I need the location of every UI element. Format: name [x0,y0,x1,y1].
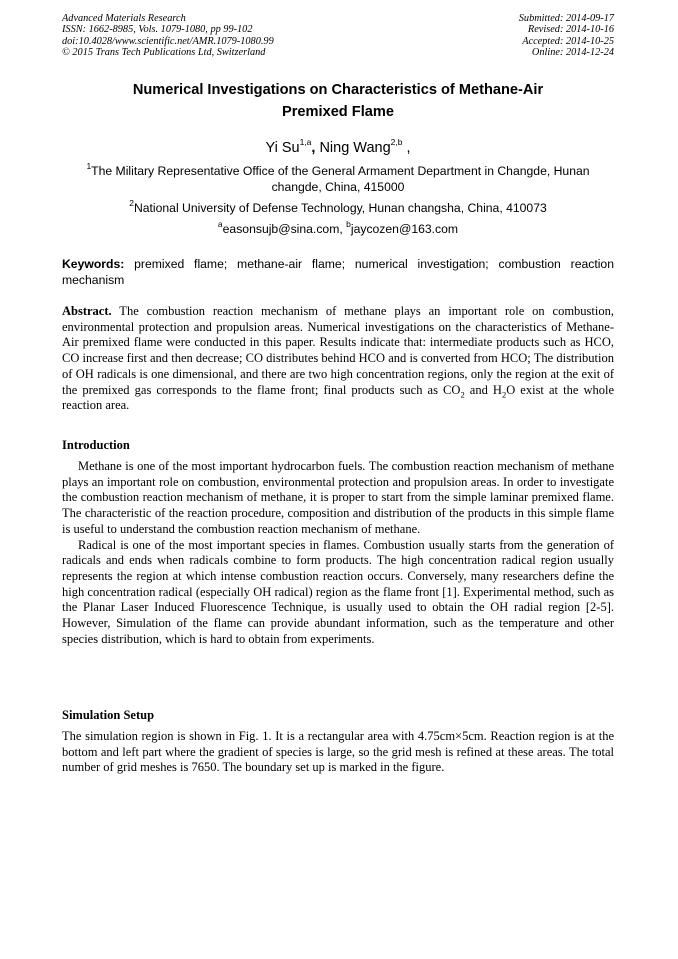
author-separator: , [311,140,320,156]
copyright-line: © 2015 Trans Tech Publications Ltd, Switzerland [62,46,266,58]
author-list-tail: , [402,140,411,156]
accepted-date: Accepted: 2014-10-25 [522,35,614,47]
abstract-text: O exist at the whole reaction area. [62,382,615,413]
email-address[interactable]: jaycozen@163.com [350,222,459,236]
simulation-setup-body [62,729,614,776]
subscript: 2 [460,389,465,400]
affiliation-2 [62,197,614,216]
author-affiliation-marker: 2,b [390,137,403,148]
author-list [62,139,614,157]
introduction-body [62,459,614,647]
email-address[interactable]: easonsujb@sina.com, [222,222,347,236]
journal-info-header [62,13,274,58]
author-name: Yi Su [265,140,300,156]
abstract-block [62,304,614,414]
submitted-date: Submitted: 2014-09-17 [518,13,614,24]
revised-date: Revised: 2014-10-16 [527,24,614,36]
issn-line: ISSN: 1662-8985, Vols. 1079-1080, pp 99-102 [62,24,253,36]
affiliation-1 [62,160,614,195]
affiliation-text: The Military Representative Office of the General Armament Department in Changde, Hunan changde, China, 415000 [91,164,590,194]
affiliation-text: National University of Defense Technology, Hunan changsha, China, 410073 [133,201,547,215]
email-marker: b [346,218,351,229]
doi-line: doi:10.4028/www.scientific.net/AMR.1079-1080.99 [62,35,274,47]
title-line-2: Premixed Flame [282,104,394,120]
title-line-1: Numerical Investigations on Characteristics of Methane-Air [132,82,544,98]
paragraph: Radical is one of the most important species in flames. Combustion usually starts from the generation of radicals and ends when radicals combine to form products. The high concentration radical region usually represents the region at which intense combustion reaction occurs. Conversely, many researchers define the high concentration radical (especially OH radical) region as the flame front [1]. Experimental method, such as the Planar Laser Induced Fluorescence Technique, is usually used to obtain the OH radial region [2-5]. However, Simulation of the flame can provide abundant information, such as the temperature and other species distribution, which is hard to obtain from experiments. [62,537,614,646]
abstract-text: and H [464,382,502,397]
affiliation-marker: 2 [129,197,134,208]
author-emails [62,218,614,237]
keywords-text: premixed flame; methane-air flame; numerical investigation; combustion reaction mechanism [62,257,614,287]
author-affiliation-marker: 1,a [299,137,312,148]
email-marker: a [217,218,223,229]
introduction-heading: Introduction [62,438,130,452]
author-name: Ning Wang [319,140,391,156]
abstract-text: The combustion reaction mechanism of methane plays an important role on combustion, environmental protection and propulsion areas. Numerical investigations on the characteristics of Methane-Air premixed flame were conducted in this paper. Results indicate that: intermediate products such as HCO, CO increase first and then decrease; CO distributes behind HCO and is converted from HCO; The distribution of OH radicals is one dimensional, and there are two high concentration regions, only the region at the exit of the premixed gas corresponds to the flame front; final products such as CO [62,304,614,397]
dates-header [519,13,614,58]
journal-name: Advanced Materials Research [62,13,186,24]
paper-title [62,79,614,123]
online-date: Online: 2014-12-24 [531,46,614,58]
paragraph: Methane is one of the most important hydrocarbon fuels. The combustion reaction mechanism of methane plays an important role on combustion, environmental protection and propulsion areas. In order to investigate the combustion reaction mechanism of methane, it is proper to start from the simple laminar premixed flame. The characteristic of the reaction procedure, composition and distribution of the products in this simple flame is useful to understand the combustion reaction mechanism of methane. [62,459,614,536]
paragraph: The simulation region is shown in Fig. 1. It is a rectangular area with 4.75cm×5cm. Reaction region is at the bottom and left part where the gradient of species is large, so the grid mesh is refined at these areas. The total number of grid meshes is 7650. The boundary set up is marked in the figure. [62,729,614,775]
subscript: 2 [501,389,507,400]
keywords-label: Keywords: [62,257,125,271]
simulation-setup-heading: Simulation Setup [62,708,155,722]
affiliation-marker: 1 [86,160,92,171]
abstract-label: Abstract. [62,304,112,318]
keywords-block [62,256,614,288]
